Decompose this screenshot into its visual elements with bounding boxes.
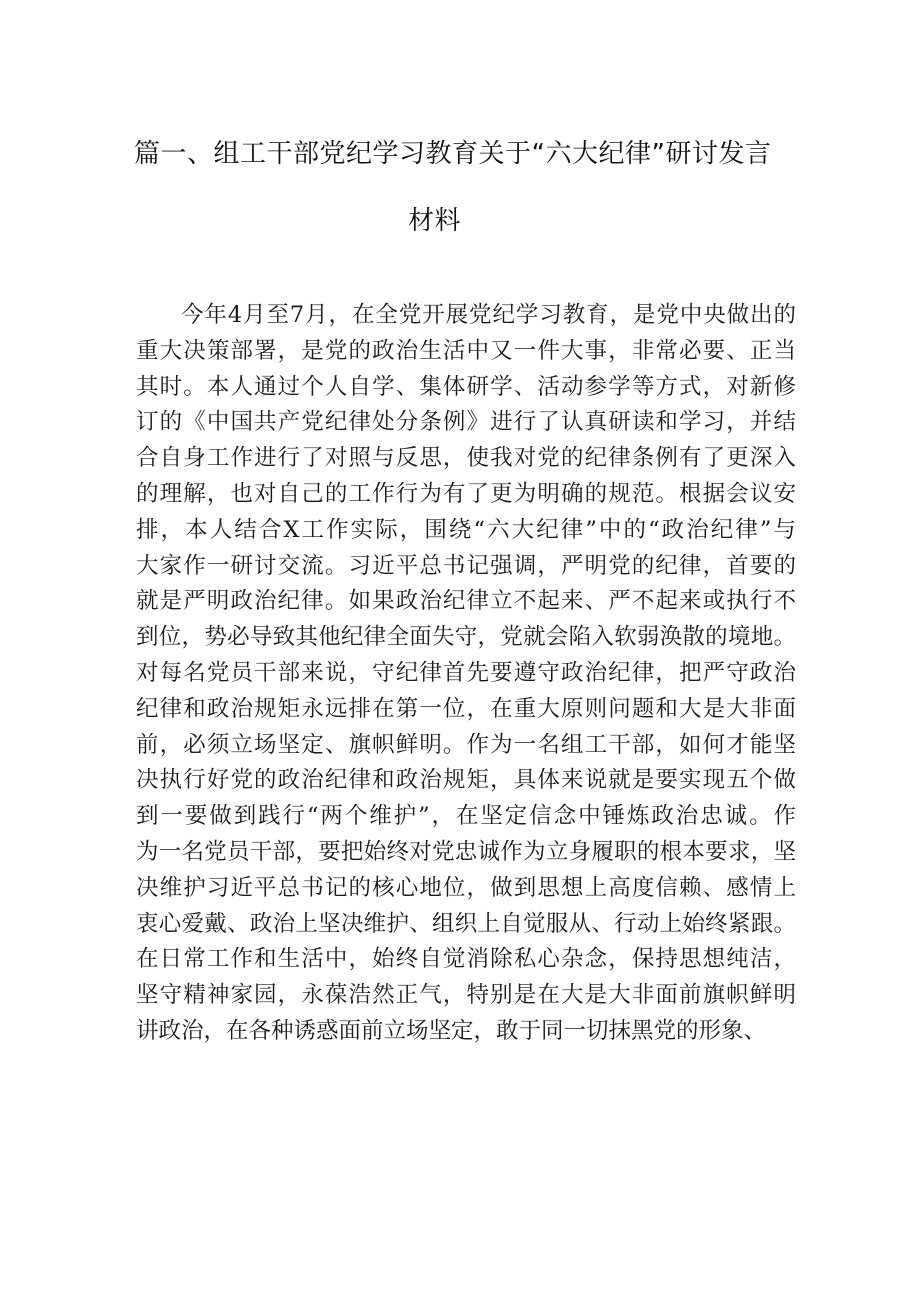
body-line: 订的《中国共产党纪律处分条例》进行了认真研读和学习，并结	[136, 409, 796, 436]
body-line: 其时。本人通过个人自学、集体研学、活动参学等方式，对新修	[136, 373, 796, 400]
body-line: 合自身工作进行了对照与反思，使我对党的纪律条例有了更深入	[136, 445, 796, 472]
body-line: 在日常工作和生活中，始终自觉消除私心杂念，保持思想纯洁，	[136, 946, 796, 973]
body-line: 为一名党员干部，要把始终对党忠诚作为立身履职的根本要求，坚	[136, 838, 796, 865]
body-text	[136, 298, 796, 1050]
body-line: 到位，势必导致其他纪律全面失守，党就会陷入软弱涣散的境地。	[136, 624, 796, 651]
body-line: 今年4月至7月，在全党开展党纪学习教育，是党中央做出的	[181, 302, 796, 328]
body-line: 坚守精神家园，永葆浩然正气，特别是在大是大非面前旗帜鲜明	[136, 982, 796, 1009]
body-line: 大家作一研讨交流。习近平总书记强调，严明党的纪律，首要的	[136, 552, 796, 579]
body-line: 前，必须立场坚定、旗帜鲜明。作为一名组工干部，如何才能坚	[136, 731, 796, 758]
body-line: 衷心爱戴、政治上坚决维护、组织上自觉服从、行动上始终紧跟。	[136, 910, 796, 937]
body-line: 的理解，也对自己的工作行为有了更为明确的规范。根据会议安	[136, 480, 796, 507]
body-line: 到一要做到践行“两个维护”，在坚定信念中锤炼政治忠诚。作	[136, 803, 796, 830]
body-line: 重大决策部署，是党的政治生活中又一件大事，非常必要、正当	[136, 337, 796, 364]
body-line: 决维护习近平总书记的核心地位，做到思想上高度信赖、感情上	[136, 874, 796, 901]
body-line: 讲政治，在各种诱惑面前立场坚定，敢于同一切抹黑党的形象、	[136, 1017, 767, 1044]
body-line: 就是严明政治纪律。如果政治纪律立不起来、严不起来或执行不	[136, 588, 796, 615]
document-title: 篇一、组工干部党纪学习教育关于“六大纪律”研讨发言	[134, 139, 772, 169]
body-line: 排，本人结合X工作实际，围绕“六大纪律”中的“政治纪律”与	[136, 516, 796, 543]
body-line: 纪律和政治规矩永远排在第一位，在重大原则问题和大是大非面	[136, 695, 796, 722]
body-line: 决执行好党的政治纪律和政治规矩，具体来说就是要实现五个做	[136, 767, 796, 794]
document-title-continued: 材料	[408, 206, 462, 236]
body-line: 对每名党员干部来说，守纪律首先要遵守政治纪律，把严守政治	[136, 659, 796, 686]
